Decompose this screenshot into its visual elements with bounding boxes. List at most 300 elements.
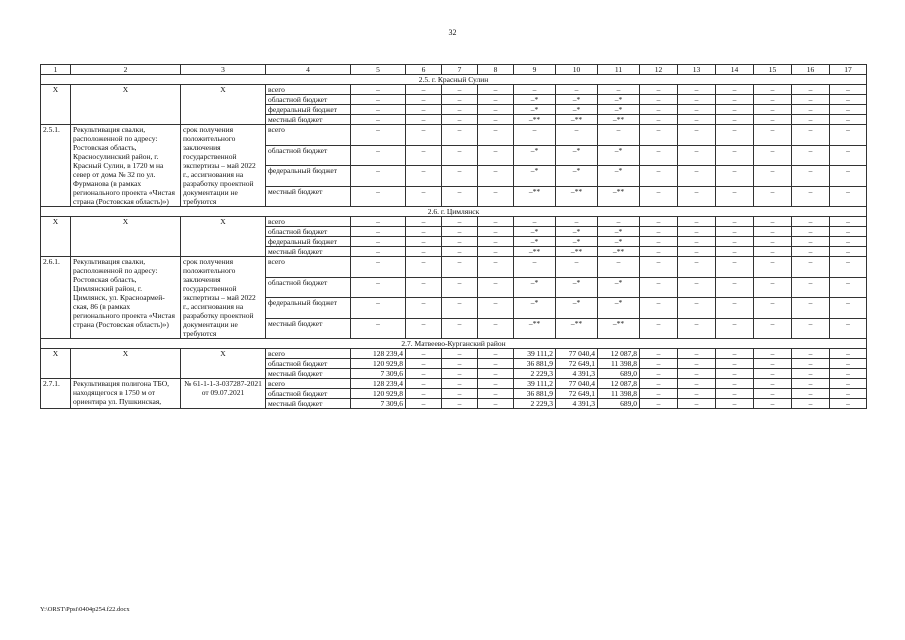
value-cell: – [640,145,678,166]
value-cell: – [830,399,867,409]
item-name: Рекультивация полигона ТБО, находящегося в 1750 м от ориентира ул. Пушкинская, [71,379,181,409]
value-cell: 7 309,6 [351,369,406,379]
value-cell: – [442,277,478,298]
value-cell: –* [556,227,598,237]
budget-label: областной бюджет [266,359,351,369]
column-number: 10 [556,65,598,75]
value-cell: – [716,186,754,207]
value-cell: – [442,217,478,227]
value-cell: – [351,115,406,125]
value-cell: 72 649,1 [556,389,598,399]
value-cell: – [754,359,792,369]
value-cell: – [478,257,514,278]
value-cell: – [478,217,514,227]
value-cell: – [442,257,478,278]
section-title: 2.7. Матвеево-Курганский район [41,339,867,349]
value-cell: – [792,277,830,298]
value-cell: – [716,85,754,95]
value-cell: – [478,247,514,257]
value-cell: – [351,217,406,227]
value-cell: – [678,379,716,389]
value-cell: – [351,186,406,207]
value-cell: – [406,95,442,105]
value-cell: – [716,145,754,166]
value-cell: –* [556,277,598,298]
value-cell: – [716,359,754,369]
value-cell: – [716,237,754,247]
value-cell: – [351,318,406,339]
budget-label: федеральный бюджет [266,105,351,115]
value-cell: – [478,369,514,379]
budget-label: федеральный бюджет [266,166,351,187]
value-cell: – [716,125,754,146]
value-cell: – [478,95,514,105]
value-cell: – [442,247,478,257]
value-cell: – [754,95,792,105]
section-row [41,207,867,217]
value-cell: – [478,166,514,187]
value-cell: – [640,227,678,237]
value-cell: – [754,227,792,237]
value-cell: – [678,145,716,166]
value-cell: – [442,85,478,95]
value-cell: 36 881,9 [514,389,556,399]
value-cell: – [442,379,478,389]
value-cell: – [678,115,716,125]
value-cell: 12 087,8 [598,349,640,359]
value-cell: – [442,166,478,187]
column-number: 12 [640,65,678,75]
value-cell: – [716,217,754,227]
value-cell: – [351,257,406,278]
budget-label: областной бюджет [266,95,351,105]
budget-label: всего [266,125,351,146]
value-cell: – [442,369,478,379]
value-cell: – [598,257,640,278]
value-cell: – [830,257,867,278]
value-cell: – [406,166,442,187]
mark-cell: X [181,217,266,257]
column-number: 8 [478,65,514,75]
value-cell: 39 111,2 [514,379,556,389]
value-cell: – [640,85,678,95]
value-cell: – [792,217,830,227]
value-cell: – [351,277,406,298]
value-cell: –* [556,298,598,319]
value-cell: – [678,399,716,409]
value-cell: – [678,85,716,95]
value-cell: – [792,115,830,125]
value-cell: – [678,186,716,207]
value-cell: – [678,359,716,369]
value-cell: 120 929,8 [351,389,406,399]
value-cell: –** [556,247,598,257]
value-cell: – [598,85,640,95]
value-cell: – [678,125,716,146]
value-cell: 7 309,6 [351,399,406,409]
value-cell: – [716,227,754,237]
value-cell: – [830,115,867,125]
value-cell: – [716,247,754,257]
budget-label: областной бюджет [266,145,351,166]
value-cell: –** [598,247,640,257]
budget-label: всего [266,257,351,278]
column-number: 1 [41,65,71,75]
value-cell: – [478,277,514,298]
value-cell: – [716,399,754,409]
value-cell: – [716,115,754,125]
value-cell: –** [556,115,598,125]
value-cell: 72 649,1 [556,359,598,369]
value-cell: – [478,379,514,389]
value-cell: – [406,227,442,237]
value-cell: – [678,227,716,237]
value-cell: 689,0 [598,399,640,409]
value-cell: – [640,125,678,146]
summary-row [41,85,867,95]
value-cell: – [442,359,478,369]
value-cell: – [442,237,478,247]
value-cell: – [640,399,678,409]
summary-row [41,349,867,359]
column-number-row [41,65,867,75]
item-name: Рекультивация свалки, расположенной по адресу: Ростовская область, Цимлянский район, г. Цимлянск, ул. Красноармей-ская, 86 (в рамках регионального проекта «Чистая страна (Ростовская область)») [71,257,181,339]
value-cell: –* [556,166,598,187]
value-cell: – [792,379,830,389]
value-cell: – [754,186,792,207]
value-cell: – [478,227,514,237]
value-cell: – [792,318,830,339]
value-cell: – [640,318,678,339]
value-cell: –* [598,95,640,105]
value-cell: – [830,389,867,399]
budget-label: местный бюджет [266,186,351,207]
value-cell: –* [514,227,556,237]
value-cell: – [406,277,442,298]
value-cell: – [792,105,830,115]
value-cell: – [754,379,792,389]
value-cell: 4 391,3 [556,399,598,409]
value-cell: – [442,298,478,319]
value-cell: – [754,369,792,379]
value-cell: –* [598,105,640,115]
value-cell: – [754,277,792,298]
value-cell: –* [514,298,556,319]
value-cell: – [830,247,867,257]
budget-label: областной бюджет [266,389,351,399]
value-cell: – [640,217,678,227]
column-number: 7 [442,65,478,75]
value-cell: – [442,399,478,409]
value-cell: –* [514,166,556,187]
item-name: Рекультивация свалки, расположенной по адресу: Ростовская область, Красносулинский район, г. Красный Сулин, в 1720 м на север от дома № 32 по ул. Фурманова (в рамках регионального проекта «Чистая страна (Ростовская область)») [71,125,181,207]
value-cell: – [406,399,442,409]
value-cell: – [716,298,754,319]
value-cell: –** [556,186,598,207]
value-cell: 2 229,3 [514,369,556,379]
value-cell: – [678,298,716,319]
value-cell: – [716,105,754,115]
value-cell: – [830,95,867,105]
value-cell: – [830,186,867,207]
value-cell: –* [598,227,640,237]
budget-label: всего [266,349,351,359]
value-cell: – [716,277,754,298]
value-cell: – [792,247,830,257]
column-number: 17 [830,65,867,75]
item-number: 2.7.1. [41,379,71,409]
value-cell: – [716,257,754,278]
value-cell: – [640,95,678,105]
value-cell: – [406,115,442,125]
value-cell: – [678,217,716,227]
value-cell: – [478,298,514,319]
value-cell: – [678,389,716,399]
value-cell: – [792,257,830,278]
value-cell: – [830,379,867,389]
value-cell: – [442,105,478,115]
value-cell: – [754,257,792,278]
value-cell: – [406,257,442,278]
budget-label: областной бюджет [266,277,351,298]
mark-cell: X [181,349,266,379]
value-cell: – [351,227,406,237]
value-cell: – [754,237,792,247]
value-cell: – [406,237,442,247]
value-cell: – [754,166,792,187]
value-cell: –** [598,186,640,207]
page-number: 32 [448,28,457,37]
value-cell: 689,0 [598,369,640,379]
value-cell: – [478,115,514,125]
value-cell: 77 040,4 [556,379,598,389]
value-cell: – [442,125,478,146]
column-number: 11 [598,65,640,75]
mark-cell: X [71,217,181,257]
value-cell: 39 111,2 [514,349,556,359]
value-cell: – [678,318,716,339]
value-cell: – [754,217,792,227]
column-number: 14 [716,65,754,75]
column-number: 13 [678,65,716,75]
value-cell: –* [514,145,556,166]
value-cell: – [792,399,830,409]
value-cell: – [406,298,442,319]
value-cell: – [514,125,556,146]
value-cell: – [792,227,830,237]
value-cell: – [754,247,792,257]
value-cell: – [406,85,442,95]
value-cell: – [556,217,598,227]
item-document: срок получения положительного заключения государственной экспертизы – май 2022 г., ассигнования на разработку проектной документации не требуются [181,257,266,339]
mark-cell: X [41,85,71,125]
value-cell: – [478,125,514,146]
value-cell: – [478,349,514,359]
value-cell: –* [598,277,640,298]
value-cell: – [640,115,678,125]
value-cell: – [640,237,678,247]
value-cell: – [514,85,556,95]
value-cell: – [830,125,867,146]
value-cell: – [792,85,830,95]
value-cell: –* [556,95,598,105]
value-cell: 2 229,3 [514,399,556,409]
value-cell: – [442,349,478,359]
budget-label: федеральный бюджет [266,298,351,319]
column-number: 4 [266,65,351,75]
value-cell: – [442,318,478,339]
value-cell: – [406,379,442,389]
value-cell: – [514,257,556,278]
value-cell: – [792,389,830,399]
budget-label: местный бюджет [266,318,351,339]
mark-cell: X [41,217,71,257]
value-cell: – [640,349,678,359]
value-cell: – [754,389,792,399]
budget-label: всего [266,379,351,389]
item-number: 2.5.1. [41,125,71,207]
value-cell: – [406,217,442,227]
value-cell: – [442,95,478,105]
value-cell: – [678,369,716,379]
column-number: 15 [754,65,792,75]
value-cell: –** [598,115,640,125]
value-cell: – [478,237,514,247]
value-cell: – [716,166,754,187]
value-cell: – [556,85,598,95]
value-cell: – [754,145,792,166]
value-cell: –* [598,298,640,319]
value-cell: –* [556,145,598,166]
value-cell: – [406,105,442,115]
file-path-footer: Y:\ORST\Ppsi\0404p254.f22.docx [40,606,130,613]
value-cell: – [406,125,442,146]
mark-cell: X [41,349,71,379]
value-cell: –* [514,95,556,105]
value-cell: – [442,115,478,125]
value-cell: – [640,247,678,257]
value-cell: – [406,145,442,166]
value-cell: –* [514,105,556,115]
value-cell: – [792,359,830,369]
value-cell: – [830,85,867,95]
value-cell: – [478,105,514,115]
value-cell: – [754,399,792,409]
value-cell: – [716,95,754,105]
value-cell: – [792,369,830,379]
value-cell: – [754,85,792,95]
value-cell: 120 929,8 [351,359,406,369]
value-cell: –* [556,105,598,115]
item-row [41,125,867,146]
section-row [41,339,867,349]
value-cell: – [830,217,867,227]
value-cell: – [792,298,830,319]
column-number: 3 [181,65,266,75]
value-cell: – [830,145,867,166]
value-cell: 77 040,4 [556,349,598,359]
value-cell: – [640,186,678,207]
value-cell: – [406,349,442,359]
value-cell: – [678,237,716,247]
value-cell: –** [556,318,598,339]
value-cell: – [716,318,754,339]
value-cell: – [830,105,867,115]
value-cell: – [754,125,792,146]
value-cell: –** [514,115,556,125]
value-cell: – [640,166,678,187]
value-cell: – [830,359,867,369]
column-number: 6 [406,65,442,75]
value-cell: –** [514,186,556,207]
value-cell: – [830,237,867,247]
value-cell: – [351,237,406,247]
budget-label: федеральный бюджет [266,237,351,247]
item-row [41,379,867,389]
value-cell: – [351,145,406,166]
column-number: 16 [792,65,830,75]
value-cell: – [406,389,442,399]
value-cell: – [640,257,678,278]
value-cell: – [792,166,830,187]
value-cell: 128 239,4 [351,349,406,359]
section-row [41,75,867,85]
value-cell: –** [514,318,556,339]
value-cell: – [830,227,867,237]
budget-label: всего [266,217,351,227]
value-cell: – [754,298,792,319]
value-cell: – [716,389,754,399]
value-cell: – [514,217,556,227]
item-number: 2.6.1. [41,257,71,339]
value-cell: –* [598,237,640,247]
section-title: 2.6. г. Цимлянск [41,207,867,217]
value-cell: – [478,186,514,207]
value-cell: – [678,349,716,359]
value-cell: – [640,369,678,379]
value-cell: – [678,105,716,115]
budget-label: областной бюджет [266,227,351,237]
column-number: 2 [71,65,181,75]
value-cell: – [406,369,442,379]
value-cell: – [598,125,640,146]
value-cell: – [406,359,442,369]
value-cell: – [640,105,678,115]
value-cell: – [716,369,754,379]
value-cell: – [792,95,830,105]
value-cell: – [830,349,867,359]
budget-label: местный бюджет [266,247,351,257]
value-cell: – [406,318,442,339]
value-cell: – [678,247,716,257]
value-cell: –* [514,237,556,247]
value-cell: 11 398,8 [598,359,640,369]
value-cell: – [716,379,754,389]
value-cell: –** [514,247,556,257]
value-cell: – [830,318,867,339]
value-cell: – [351,298,406,319]
value-cell: – [478,145,514,166]
value-cell: – [678,166,716,187]
budget-label: местный бюджет [266,369,351,379]
value-cell: – [442,389,478,399]
value-cell: – [640,277,678,298]
value-cell: 12 087,8 [598,379,640,389]
value-cell: – [351,95,406,105]
value-cell: – [640,359,678,369]
value-cell: – [478,399,514,409]
value-cell: 128 239,4 [351,379,406,389]
